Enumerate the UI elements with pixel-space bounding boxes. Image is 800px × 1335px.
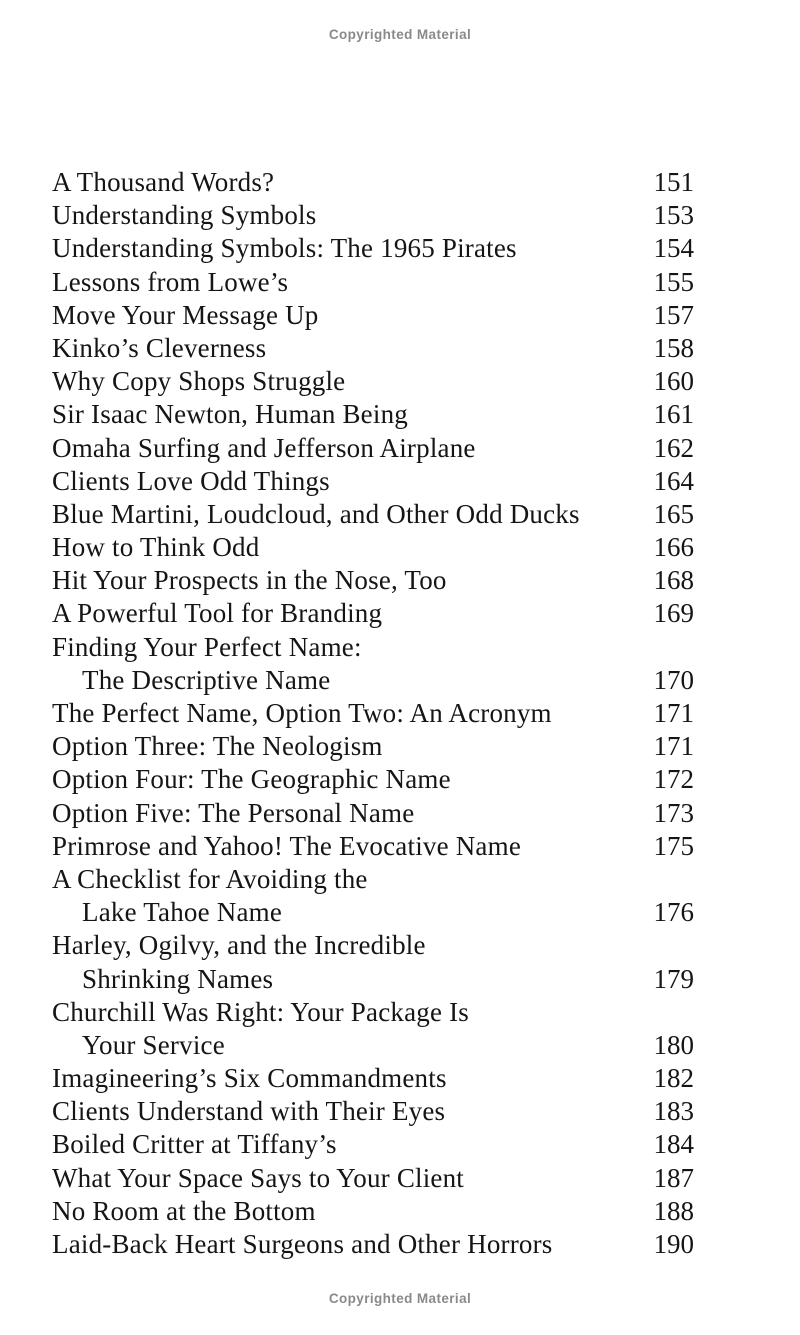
toc-entry-title: Lessons from Lowe’s <box>52 266 289 297</box>
toc-entry-page: 180 <box>653 1029 694 1060</box>
toc-entry-title: The Perfect Name, Option Two: An Acronym <box>52 698 552 728</box>
toc-entry <box>52 299 694 332</box>
toc-entry <box>52 266 694 299</box>
toc-entry <box>52 465 694 498</box>
toc-entry-page: 188 <box>653 1195 694 1226</box>
toc-entry <box>52 332 694 365</box>
toc-entry <box>52 365 694 398</box>
toc-entry <box>52 531 694 564</box>
toc-entry-title: A Checklist for Avoiding the <box>52 863 368 894</box>
toc-entry <box>52 929 694 962</box>
toc-entry-page: 161 <box>653 399 694 430</box>
toc-entry-page: 153 <box>653 200 694 231</box>
toc-entry-page: 169 <box>653 598 694 629</box>
toc-entry-title: Shrinking Names <box>82 963 274 994</box>
toc-entry <box>52 830 694 863</box>
toc-entry-title: Option Four: The Geographic Name <box>52 764 451 795</box>
toc-entry <box>52 1062 694 1095</box>
toc-entry <box>52 1128 694 1161</box>
toc-entry-title: How to Think Odd <box>52 532 260 563</box>
toc-entry-title: Kinko’s Cleverness <box>52 332 267 363</box>
toc-entry-page: 173 <box>653 797 694 828</box>
toc-entry-page: 171 <box>653 731 694 762</box>
toc-entry-title: Blue Martini, Loudcloud, and Other Odd Ducks <box>52 498 580 529</box>
toc-entry-page: 182 <box>653 1063 694 1094</box>
toc-entry-title: Harley, Ogilvy, and the Incredible <box>52 930 426 961</box>
toc-entry-title: Understanding Symbols <box>52 200 317 231</box>
toc-entry-page: 162 <box>653 432 694 463</box>
toc-entry <box>52 1162 694 1195</box>
toc-entry-title: Your Service <box>82 1029 225 1060</box>
toc-entry-page: 171 <box>653 698 694 728</box>
toc-entry <box>52 863 694 896</box>
toc-entry <box>52 166 694 199</box>
toc-entry-page: 166 <box>653 532 694 563</box>
toc-entry <box>52 631 694 664</box>
toc-entry <box>52 597 694 630</box>
toc-entry-page: 154 <box>653 233 694 264</box>
toc-entry <box>52 564 694 597</box>
toc-entry-page: 168 <box>653 565 694 596</box>
toc-entry <box>52 996 694 1029</box>
toc-entry <box>52 697 694 730</box>
toc-entry-title: The Descriptive Name <box>82 664 331 695</box>
toc-entry-title: Laid-Back Heart Surgeons and Other Horrors <box>52 1229 553 1259</box>
toc-entry <box>52 763 694 796</box>
toc-entry-title: Move Your Message Up <box>52 299 319 330</box>
toc-entry <box>52 963 694 996</box>
toc-entry-page: 165 <box>653 498 694 529</box>
toc-entry-page: 190 <box>653 1229 694 1259</box>
toc-entry-page: 176 <box>653 897 694 928</box>
copyright-notice-top: Copyrighted Material <box>328 27 472 42</box>
toc-entry <box>52 398 694 431</box>
toc-entry-title: Understanding Symbols: The 1965 Pirates <box>52 233 517 264</box>
toc-entry <box>52 797 694 830</box>
toc-entry <box>52 730 694 763</box>
toc-entry-title: Boiled Critter at Tiffany’s <box>52 1129 337 1160</box>
toc-entry-title: Finding Your Perfect Name: <box>52 631 362 662</box>
toc-entry <box>52 1195 694 1228</box>
toc-entry-title: No Room at the Bottom <box>52 1195 316 1226</box>
toc-entry-page: 184 <box>653 1129 694 1160</box>
toc-entry-title: Option Five: The Personal Name <box>52 797 415 828</box>
toc-entry-page: 175 <box>653 830 694 861</box>
copyright-notice-bottom: Copyrighted Material <box>328 1291 472 1306</box>
toc-entry <box>52 1095 694 1128</box>
toc-entry <box>52 1228 694 1261</box>
toc-entry-title: Primrose and Yahoo! The Evocative Name <box>52 830 521 861</box>
toc-entry-title: Sir Isaac Newton, Human Being <box>52 399 408 430</box>
toc-entry-title: What Your Space Says to Your Client <box>52 1162 465 1193</box>
toc-entry-page: 158 <box>653 332 694 363</box>
toc-entry-title: Imagineering’s Six Commandments <box>52 1063 447 1094</box>
toc-entry-page: 157 <box>653 299 694 330</box>
toc-entry-page: 151 <box>653 167 694 197</box>
toc-entry-page: 187 <box>653 1162 694 1193</box>
toc-entry <box>52 896 694 929</box>
toc-entry-page: 170 <box>653 664 694 695</box>
toc-entry-title: Option Three: The Neologism <box>52 731 383 762</box>
toc-entry-page: 172 <box>653 764 694 795</box>
toc-entry <box>52 664 694 697</box>
toc-entry <box>52 232 694 265</box>
toc-entry-title: Why Copy Shops Struggle <box>52 366 346 397</box>
toc-entry-title: Lake Tahoe Name <box>82 897 283 928</box>
table-of-contents <box>52 166 694 1261</box>
toc-entry <box>52 199 694 232</box>
toc-entry-title: Omaha Surfing and Jefferson Airplane <box>52 432 476 463</box>
toc-entry-page: 179 <box>653 963 694 994</box>
toc-entry-title: Clients Understand with Their Eyes <box>52 1096 446 1127</box>
toc-entry-title: Clients Love Odd Things <box>52 465 330 496</box>
toc-entry-page: 164 <box>653 465 694 496</box>
toc-entry-title: A Powerful Tool for Branding <box>52 598 383 629</box>
toc-entry-title: Hit Your Prospects in the Nose, Too <box>52 565 447 596</box>
toc-entry-page: 155 <box>653 266 694 297</box>
toc-entry-title: A Thousand Words? <box>52 167 275 197</box>
toc-entry <box>52 1029 694 1062</box>
toc-entry-title: Churchill Was Right: Your Package Is <box>52 996 470 1027</box>
toc-entry-page: 183 <box>653 1096 694 1127</box>
toc-entry <box>52 498 694 531</box>
toc-entry-page: 160 <box>653 366 694 397</box>
toc-entry <box>52 432 694 465</box>
